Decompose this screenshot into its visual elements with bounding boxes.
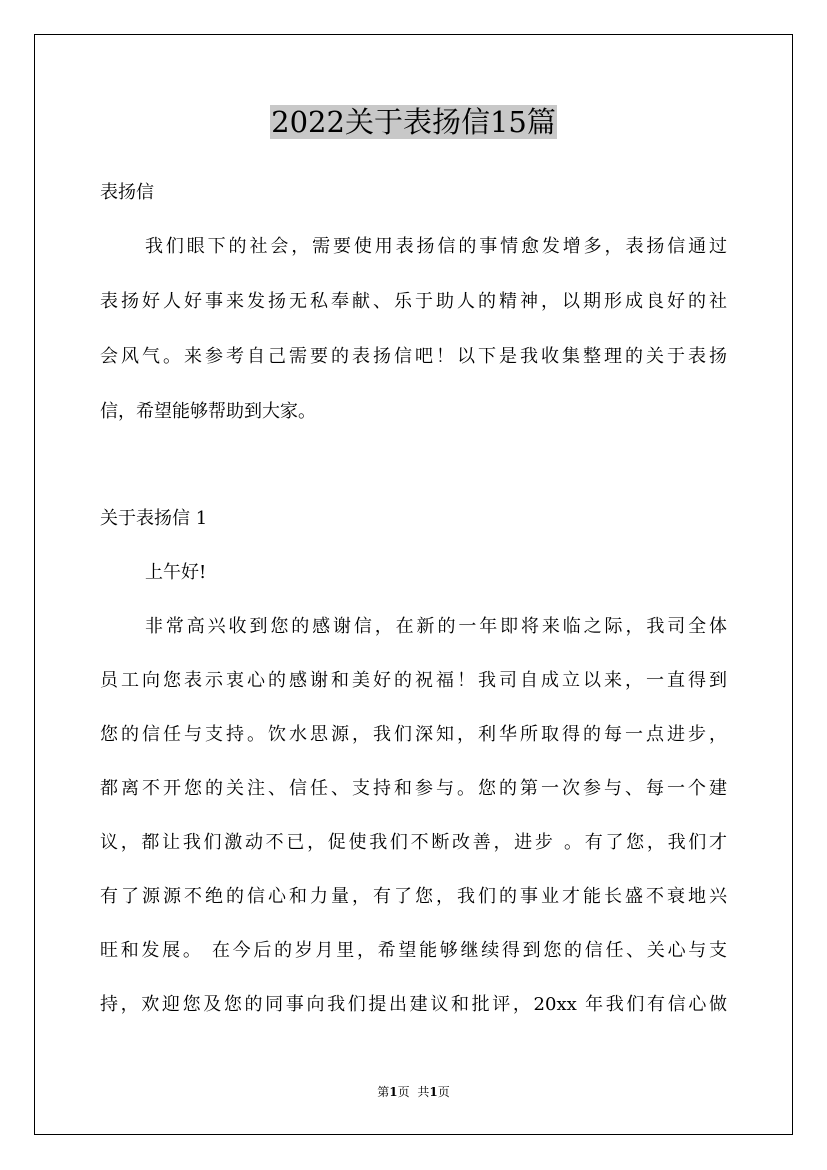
body-line: 都离不开您的关注、信任、支持和参与。您的第一次参与、每一个建 [100, 778, 727, 799]
intro-line: 会风气。来参考自己需要的表扬信吧！以下是我收集整理的关于表扬 [100, 346, 727, 367]
footer-total-suffix: 页 [437, 1085, 450, 1099]
body-line: 议，都让我们激动不已，促使我们不断改善，进步 。有了您，我们才 [100, 832, 727, 853]
footer-page-suffix: 页 [397, 1085, 410, 1099]
document-title [0, 100, 827, 144]
greeting-line: 上午好! [145, 562, 207, 583]
footer-total-number: 1 [429, 1085, 438, 1099]
body-line: 有了源源不绝的信心和力量，有了您，我们的事业才能长盛不衰地兴 [100, 886, 727, 907]
intro-line: 表扬好人好事来发扬无私奉献、乐于助人的精神，以期形成良好的社 [100, 291, 727, 312]
letter-heading: 关于表扬信 1 [100, 508, 208, 529]
document-title-text: 2022关于表扬信15篇 [271, 105, 556, 139]
body-line: 旺和发展。 在今后的岁月里，希望能够继续得到您的信任、关心与支 [100, 940, 727, 961]
body-line: 您的信任与支持。饮水思源，我们深知，利华所取得的每一点进步， [100, 724, 727, 745]
page-footer [0, 1084, 827, 1100]
footer-page-number: 1 [389, 1085, 398, 1099]
footer-total-prefix: 共 [417, 1085, 430, 1099]
body-line: 员工向您表示衷心的感谢和美好的祝福！我司自成立以来，一直得到 [100, 670, 727, 691]
footer-page-prefix: 第 [377, 1085, 390, 1099]
intro-line: 我们眼下的社会，需要使用表扬信的事情愈发增多，表扬信通过 [145, 236, 727, 257]
body-line: 持，欢迎您及您的同事向我们提出建议和批评，20xx 年我们有信心做 [100, 994, 727, 1015]
intro-line: 信，希望能够帮助到大家。 [100, 401, 316, 422]
body-line: 非常高兴收到您的感谢信，在新的一年即将来临之际，我司全体 [145, 616, 727, 637]
section-heading: 表扬信 [100, 182, 154, 203]
